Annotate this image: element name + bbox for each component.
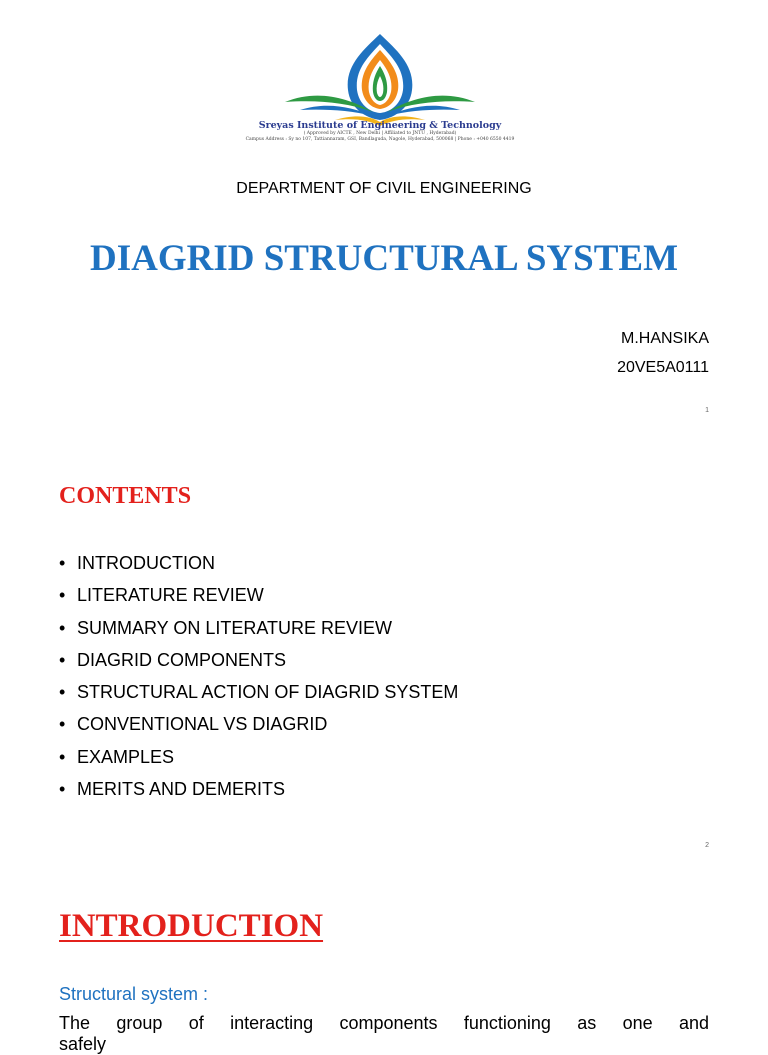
contents-heading: CONTENTS — [59, 483, 192, 509]
contents-item: EXAMPLES — [77, 746, 175, 767]
bullet-icon: • — [59, 682, 66, 703]
list-item — [59, 679, 458, 711]
contents-item: DIAGRID COMPONENTS — [77, 649, 287, 670]
institute-approval: ( Approved by AICTE , New Delhi | Affiliated to JNTU , Hyderabad) — [303, 131, 457, 136]
contents-item: MERITS AND DEMERITS — [77, 779, 286, 800]
page-number: 1 — [705, 407, 709, 414]
bullet-icon: • — [59, 714, 66, 735]
contents-list — [59, 550, 458, 808]
institute-name: Sreyas Institute of Engineering & Technology — [258, 120, 502, 131]
list-item — [59, 615, 458, 647]
bullet-icon: • — [59, 779, 66, 800]
bullet-icon: • — [59, 746, 66, 767]
list-item — [59, 776, 458, 808]
author-name: M.HANSIKA — [620, 330, 709, 347]
list-item — [59, 582, 458, 614]
contents-item: LITERATURE REVIEW — [77, 585, 264, 606]
list-item — [59, 647, 458, 679]
page-number: 2 — [705, 842, 709, 849]
institute-details — [245, 131, 515, 143]
list-item — [59, 744, 458, 776]
contents-slide — [0, 438, 768, 870]
author-id: 20VE5A0111 — [617, 359, 709, 376]
institute-address: Campus Address : Sy no 107, Tattiannaram, GSI, Bandlaguda, Nagole, Hyderabad, 500068 | Phone : +040 6550 4419 — [245, 137, 515, 142]
department-name: DEPARTMENT OF CIVIL ENGINEERING — [236, 180, 532, 197]
author-block — [617, 324, 709, 382]
contents-item: CONVENTIONAL VS DIAGRID — [77, 714, 328, 735]
contents-item: INTRODUCTION — [77, 553, 215, 573]
contents-item: SUMMARY ON LITERATURE REVIEW — [77, 617, 393, 638]
presentation-title: DIAGRID STRUCTURAL SYSTEM — [89, 238, 678, 279]
bullet-icon: • — [59, 649, 66, 670]
list-item — [59, 711, 458, 743]
contents-item: STRUCTURAL ACTION OF DIAGRID SYSTEM — [77, 682, 459, 703]
introduction-heading: INTRODUCTION — [59, 908, 324, 944]
bullet-icon: • — [59, 617, 66, 638]
list-item — [59, 550, 458, 582]
introduction-slide — [0, 870, 768, 1054]
title-slide — [0, 0, 768, 438]
bullet-icon: • — [59, 585, 66, 606]
introduction-body: The group of interacting components functioning as one and safely — [59, 1013, 709, 1054]
introduction-subheading: Structural system : — [59, 984, 209, 1004]
bullet-icon: • — [59, 553, 66, 573]
